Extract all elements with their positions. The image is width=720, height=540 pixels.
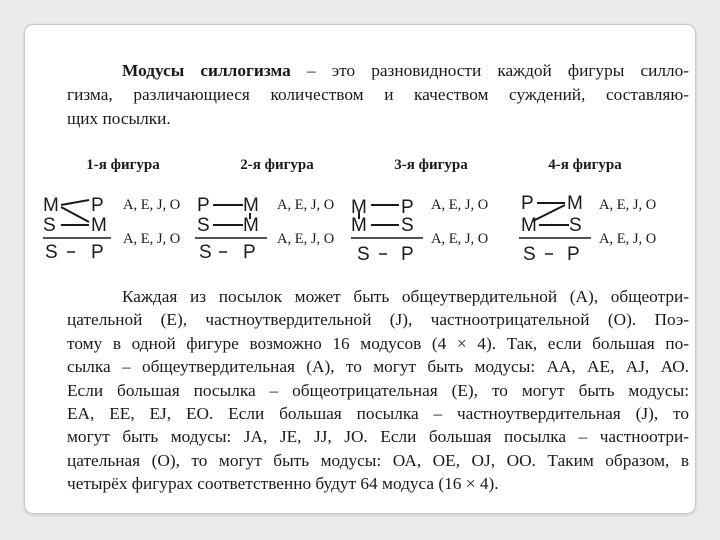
fig1-p1-right: P [91,195,104,216]
figure-3-schema [351,191,501,275]
fig2-p1-left: P [197,195,210,216]
slide-card [24,24,696,514]
fig4-modes-1: A, E, J, O [599,197,657,213]
fig3-c-right: P [401,244,414,265]
fig2-p2-right: M [243,215,259,236]
intro-line-3: щих посылки. [67,109,171,128]
term-modes: Модусы силлогизма [122,61,291,80]
fig3-modes-1: A, E, J, O [431,197,489,213]
main-line-5: Если большая посылка – общеотрицательная (Е), то могут быть модусы: [67,380,689,400]
fig4-c-left: S [523,244,536,265]
fig1-modes-2: A, E, J, O [123,231,181,247]
fig4-c-right: P [567,244,580,265]
fig3-p2-right: S [401,215,414,236]
fig1-modes-1: A, E, J, O [123,197,181,213]
fig2-c-left: S [199,242,212,263]
figure-1-schema [41,191,191,275]
fig4-modes-2: A, E, J, O [599,231,657,247]
main-line-8: цательная (О), то могут быть модусы: ОА, ОЕ, ОJ, ОО. Таким образом, в [67,450,689,470]
figure-4-schema [519,191,669,275]
intro-line-1-text: – это разновидности каждой фигуры силло- [290,61,690,80]
intro-line-1 [67,59,689,83]
figure-4-title: 4-я фигура [548,157,622,173]
fig1-p2-right: M [91,215,107,236]
fig3-p2-left: M [351,215,367,236]
main-line-9: четырёх фигурах соответственно будут 64 модуса (16 × 4). [67,474,499,494]
fig4-p2-left: M [521,215,537,236]
fig4-p1-right: M [567,193,583,214]
intro-line-2: гизма, различающиеся количеством и качеством суждений, составляю- [67,85,689,104]
figure-2-schema [195,191,345,275]
fig3-c-left: S [357,244,370,265]
main-line-7: могут быть модусы: JА, JЕ, JJ, JО. Если большая посылка – частноотри- [67,427,689,447]
main-line-6: ЕА, ЕЕ, ЕJ, ЕО. Если большая посылка – частноутвердительная (J), то [67,404,689,424]
main-line-2: цательной (Е), частноутвердительной (J), частноотрицательной (О). Поэ- [67,310,689,330]
intro-paragraph [67,59,689,131]
fig2-modes-1: A, E, J, O [277,197,335,213]
fig2-p1-right: M [243,195,259,216]
fig3-p1-right: P [401,197,414,218]
fig4-p1-left: P [521,193,534,214]
figure-1-title: 1-я фигура [86,157,160,173]
fig1-c-left: S [45,242,58,263]
fig4-p2-right: S [569,215,582,236]
fig2-modes-2: A, E, J, O [277,231,335,247]
fig1-p2-left: S [43,215,56,236]
main-line-3: тому в одной фигуре возможно 16 модусов (4 × 4). Так, если большая по- [67,333,689,353]
fig3-modes-2: A, E, J, O [431,231,489,247]
fig2-c-right: P [243,242,256,263]
fig1-p1-left: M [43,195,59,216]
fig3-p1-left: M [351,197,367,218]
main-line-1: Каждая из посылок может быть общеутвердительной (А), общеотри- [122,287,689,306]
figure-2-title: 2-я фигура [240,157,314,173]
fig2-p2-left: S [197,215,210,236]
main-paragraph [67,285,689,496]
fig1-c-right: P [91,242,104,263]
main-line-4: сылка – общеутвердительная (А), то могут быть модусы: АА, АЕ, АJ, АО. [67,357,689,377]
figure-3-title: 3-я фигура [394,157,468,173]
